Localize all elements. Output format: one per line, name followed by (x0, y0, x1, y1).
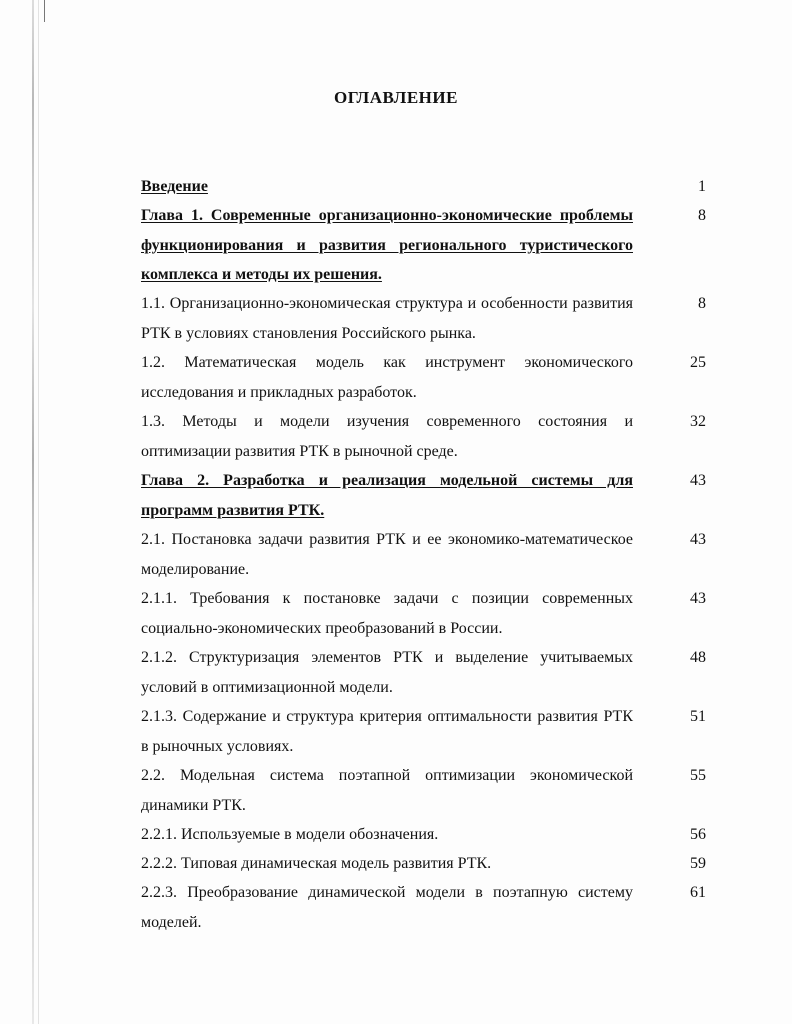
toc-entry-title: 1.2. Математическая модель как инструмент экономического исследования и прикладных разработок. (141, 354, 633, 401)
scan-top-mark (44, 0, 45, 22)
toc-entry-page: 8 (698, 295, 706, 312)
page-title: ОГЛАВЛЕНИЕ (334, 88, 458, 107)
toc-entry-title: Глава 2. Разработка и реализация модельной системы для программ развития РТК. (141, 472, 633, 519)
toc-entry-title: 1.1. Организационно-экономическая структура и особенности развития РТК в условиях становления Российского рынка. (141, 295, 633, 342)
toc-entry-page: 51 (690, 708, 706, 725)
scan-edge-artifact (32, 0, 34, 1024)
toc-entry-title: 1.3. Методы и модели изучения современного состояния и оптимизации развития РТК в рыночной среде. (141, 413, 633, 460)
scan-edge-artifact-secondary (38, 0, 39, 1024)
toc-entry-page: 43 (690, 590, 706, 607)
toc-entry-title: 2.2.1. Используемые в модели обозначения. (141, 826, 439, 843)
toc-entry-page: 55 (690, 767, 706, 784)
toc-entry-page: 43 (690, 531, 706, 548)
toc-entry-page: 32 (690, 413, 706, 430)
toc-entry-title: 2.2. Модельная система поэтапной оптимизации экономической динамики РТК. (141, 767, 633, 814)
toc-entry-title: 2.2.3. Преобразование динамической модели в поэтапную систему моделей. (141, 884, 633, 931)
toc-entry-page: 43 (690, 472, 706, 489)
toc-entry-title: 2.1.3. Содержание и структура критерия оптимальности развития РТК в рыночных условиях. (141, 708, 633, 755)
toc-entry-title: 2.1. Постановка задачи развития РТК и ее экономико-математическое моделирование. (141, 531, 633, 578)
toc-entry-title: Введение (141, 178, 208, 195)
toc-entry-title: 2.1.1. Требования к постановке задачи с позиции современных социально-экономических преобразований в России. (141, 590, 633, 637)
toc-entry-page: 8 (698, 207, 706, 224)
toc-entry-page: 59 (690, 855, 706, 872)
toc-entry-title: Глава 1. Современные организационно-экономические проблемы функционирования и развития регионального туристического комплекса и методы их решения. (141, 207, 633, 283)
toc-entry-page: 25 (690, 354, 706, 371)
toc-entry-title: 2.2.2. Типовая динамическая модель развития РТК. (141, 855, 492, 872)
toc-entry-page: 1 (698, 178, 706, 195)
toc-entry-page: 61 (690, 884, 706, 901)
toc-entry-page: 48 (690, 649, 706, 666)
toc-entry-page: 56 (690, 826, 706, 843)
toc-entry-title: 2.1.2. Структуризация элементов РТК и выделение учитываемых условий в оптимизационной модели. (141, 649, 633, 696)
